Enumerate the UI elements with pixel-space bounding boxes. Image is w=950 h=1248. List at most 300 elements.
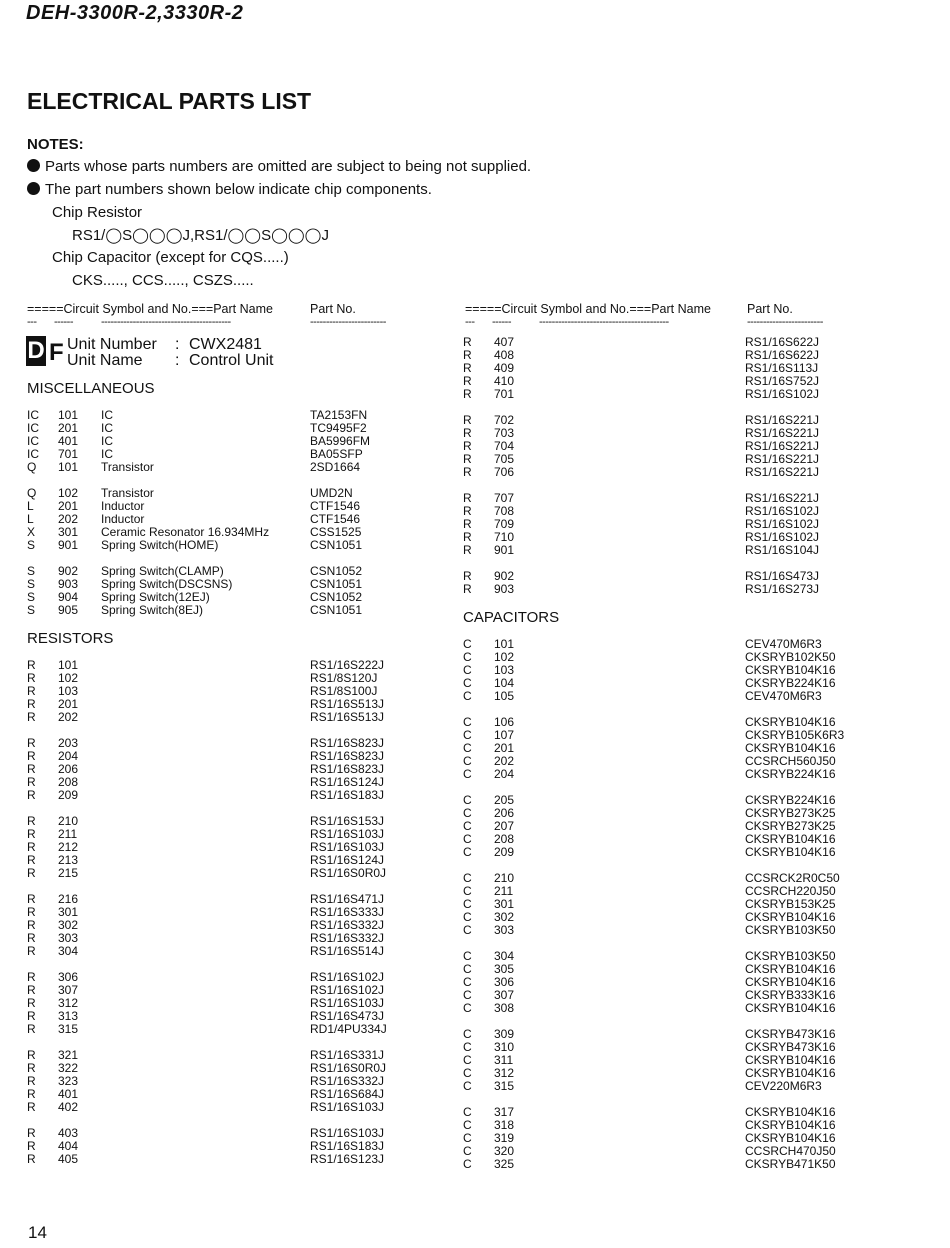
symbol-number: 705 bbox=[494, 451, 515, 466]
part-number: BA05SFP bbox=[310, 446, 363, 461]
symbol-number: 202 bbox=[494, 753, 515, 768]
symbol-number: 703 bbox=[494, 425, 515, 440]
part-number: CKSRYB102K50 bbox=[745, 649, 836, 664]
symbol-type: R bbox=[463, 529, 472, 544]
symbol-number: 315 bbox=[58, 1021, 79, 1036]
header-rule: ------ bbox=[54, 316, 73, 328]
symbol-number: 904 bbox=[58, 589, 79, 604]
bullet-icon bbox=[27, 182, 40, 195]
symbol-type: R bbox=[27, 1047, 36, 1062]
section-resistors: RESISTORS bbox=[27, 630, 114, 647]
part-number: RS1/16S103J bbox=[310, 1125, 385, 1140]
part-number: CKSRYB104K16 bbox=[745, 1130, 836, 1145]
part-number: CKSRYB224K16 bbox=[745, 675, 836, 690]
symbol-type: R bbox=[27, 826, 36, 841]
part-number: CKSRYB103K50 bbox=[745, 922, 836, 937]
symbol-number: 704 bbox=[494, 438, 515, 453]
bullet-icon bbox=[27, 159, 40, 172]
part-number: CSN1051 bbox=[310, 576, 363, 591]
part-number: RD1/4PU334J bbox=[310, 1021, 387, 1036]
part-number: RS1/16S221J bbox=[745, 464, 820, 479]
symbol-type: C bbox=[463, 961, 472, 976]
symbol-number: 301 bbox=[494, 896, 515, 911]
symbol-number: 102 bbox=[494, 649, 515, 664]
unit-number-value: CWX2481 bbox=[189, 336, 262, 353]
section-capacitors: CAPACITORS bbox=[463, 609, 560, 626]
symbol-number: 706 bbox=[494, 464, 515, 479]
symbol-type: C bbox=[463, 1000, 472, 1015]
symbol-number: 322 bbox=[58, 1060, 79, 1075]
symbol-type: R bbox=[463, 438, 472, 453]
part-number: RS1/16S513J bbox=[310, 696, 385, 711]
part-number: RS1/16S124J bbox=[310, 774, 385, 789]
part-number: RS1/16S183J bbox=[310, 787, 385, 802]
part-number: CKSRYB105K6R3 bbox=[745, 727, 845, 742]
symbol-number: 206 bbox=[58, 761, 79, 776]
part-number: RS1/16S332J bbox=[310, 1073, 385, 1088]
table-header-symbol: =====Circuit Symbol and No.===Part Name bbox=[27, 302, 273, 316]
symbol-type: C bbox=[463, 649, 472, 664]
symbol-type: R bbox=[463, 334, 472, 349]
part-number: CKSRYB104K16 bbox=[745, 740, 836, 755]
symbol-number: 209 bbox=[58, 787, 79, 802]
symbol-type: C bbox=[463, 844, 472, 859]
chip-capacitor-code: CKS....., CCS....., CSZS..... bbox=[72, 272, 254, 289]
part-number: CKSRYB104K16 bbox=[745, 714, 836, 729]
symbol-type: R bbox=[27, 683, 36, 698]
symbol-type: R bbox=[463, 542, 472, 557]
symbol-type: Q bbox=[27, 459, 37, 474]
symbol-number: 708 bbox=[494, 503, 515, 518]
symbol-type: C bbox=[463, 1052, 472, 1067]
unit-badge-d: D bbox=[27, 337, 45, 364]
symbol-number: 102 bbox=[58, 670, 79, 685]
symbol-number: 902 bbox=[494, 568, 515, 583]
symbol-number: 320 bbox=[494, 1143, 515, 1158]
symbol-type: R bbox=[27, 1138, 36, 1153]
symbol-type: R bbox=[27, 1008, 36, 1023]
symbol-type: R bbox=[27, 995, 36, 1010]
symbol-number: 312 bbox=[58, 995, 79, 1010]
note-item-2: The part numbers shown below indicate chip components. bbox=[27, 179, 432, 201]
symbol-type: R bbox=[27, 930, 36, 945]
symbol-number: 323 bbox=[58, 1073, 79, 1088]
symbol-type: C bbox=[463, 974, 472, 989]
symbol-number: 309 bbox=[494, 1026, 515, 1041]
part-number: TC9495F2 bbox=[310, 420, 367, 435]
symbol-number: 903 bbox=[494, 581, 515, 596]
symbol-number: 303 bbox=[494, 922, 515, 937]
part-number: RS1/16S222J bbox=[310, 657, 385, 672]
unit-number-label: Unit Number bbox=[67, 336, 157, 353]
symbol-type: C bbox=[463, 831, 472, 846]
symbol-number: 401 bbox=[58, 433, 79, 448]
symbol-type: R bbox=[27, 657, 36, 672]
part-number: RS1/16S823J bbox=[310, 735, 385, 750]
part-number: 2SD1664 bbox=[310, 459, 361, 474]
symbol-number: 402 bbox=[58, 1099, 79, 1114]
part-number: CKSRYB104K16 bbox=[745, 1104, 836, 1119]
symbol-number: 301 bbox=[58, 904, 79, 919]
table-header-part-no: Part No. bbox=[310, 302, 356, 316]
part-number: RS1/16S471J bbox=[310, 891, 385, 906]
symbol-type: C bbox=[463, 1156, 472, 1171]
symbol-number: 306 bbox=[58, 969, 79, 984]
symbol-number: 202 bbox=[58, 709, 79, 724]
symbol-type: C bbox=[463, 896, 472, 911]
symbol-number: 201 bbox=[58, 498, 79, 513]
part-number: RS1/16S331J bbox=[310, 1047, 385, 1062]
symbol-type: C bbox=[463, 922, 472, 937]
symbol-number: 302 bbox=[494, 909, 515, 924]
header-rule: ------------------------ bbox=[747, 316, 823, 328]
part-number: CCSRCH220J50 bbox=[745, 883, 836, 898]
symbol-type: C bbox=[463, 870, 472, 885]
part-name: IC bbox=[101, 433, 113, 448]
part-name: Spring Switch(DSCSNS) bbox=[101, 576, 233, 591]
symbol-type: IC bbox=[27, 407, 39, 422]
part-number: RS1/16S221J bbox=[745, 451, 820, 466]
symbol-type: C bbox=[463, 818, 472, 833]
part-name: IC bbox=[101, 407, 113, 422]
symbol-type: R bbox=[27, 748, 36, 763]
symbol-type: R bbox=[463, 464, 472, 479]
symbol-number: 301 bbox=[58, 524, 79, 539]
symbol-type: R bbox=[27, 1073, 36, 1088]
part-number: CSN1051 bbox=[310, 537, 363, 552]
part-number: CCSRCH560J50 bbox=[745, 753, 836, 768]
symbol-type: C bbox=[463, 987, 472, 1002]
symbol-type: R bbox=[463, 373, 472, 388]
part-number: RS1/16S102J bbox=[745, 516, 820, 531]
symbol-type: R bbox=[463, 503, 472, 518]
unit-name-label: Unit Name bbox=[67, 352, 143, 369]
symbol-number: 207 bbox=[494, 818, 515, 833]
part-number: CSN1052 bbox=[310, 589, 363, 604]
symbol-type: R bbox=[463, 490, 472, 505]
symbol-type: C bbox=[463, 636, 472, 651]
part-number: RS1/16S273J bbox=[745, 581, 820, 596]
symbol-type: R bbox=[27, 1021, 36, 1036]
symbol-type: C bbox=[463, 662, 472, 677]
symbol-number: 213 bbox=[58, 852, 79, 867]
part-number: RS1/16S332J bbox=[310, 930, 385, 945]
part-number: RS1/16S102J bbox=[310, 982, 385, 997]
header-rule: ------------------------ bbox=[310, 316, 386, 328]
part-number: CKSRYB273K25 bbox=[745, 805, 836, 820]
symbol-number: 407 bbox=[494, 334, 515, 349]
symbol-number: 204 bbox=[58, 748, 79, 763]
symbol-number: 201 bbox=[494, 740, 515, 755]
symbol-number: 303 bbox=[58, 930, 79, 945]
symbol-type: R bbox=[27, 696, 36, 711]
symbol-number: 101 bbox=[58, 657, 79, 672]
part-number: RS1/16S183J bbox=[310, 1138, 385, 1153]
chip-capacitor-label: Chip Capacitor (except for CQS.....) bbox=[52, 249, 289, 266]
symbol-number: 710 bbox=[494, 529, 515, 544]
part-number: CCSRCK2R0C50 bbox=[745, 870, 840, 885]
part-name: Spring Switch(HOME) bbox=[101, 537, 219, 552]
symbol-type: C bbox=[463, 766, 472, 781]
symbol-number: 318 bbox=[494, 1117, 515, 1132]
part-number: RS1/16S124J bbox=[310, 852, 385, 867]
part-number: RS1/16S221J bbox=[745, 490, 820, 505]
symbol-type: R bbox=[27, 865, 36, 880]
part-number: RS1/16S221J bbox=[745, 438, 820, 453]
symbol-number: 315 bbox=[494, 1078, 515, 1093]
symbol-number: 319 bbox=[494, 1130, 515, 1145]
part-number: CSN1051 bbox=[310, 602, 363, 617]
symbol-number: 205 bbox=[494, 792, 515, 807]
header-rule: --- bbox=[465, 316, 475, 328]
symbol-number: 304 bbox=[58, 943, 79, 958]
symbol-type: S bbox=[27, 563, 36, 578]
symbol-number: 701 bbox=[494, 386, 515, 401]
chip-resistor-label: Chip Resistor bbox=[52, 204, 143, 221]
symbol-number: 701 bbox=[58, 446, 79, 461]
page-number: 14 bbox=[28, 1223, 47, 1242]
symbol-type: C bbox=[463, 1065, 472, 1080]
symbol-number: 702 bbox=[494, 412, 515, 427]
symbol-number: 901 bbox=[58, 537, 79, 552]
symbol-type: R bbox=[463, 347, 472, 362]
symbol-type: IC bbox=[27, 433, 39, 448]
symbol-number: 101 bbox=[58, 459, 79, 474]
part-number: RS1/16S0R0J bbox=[310, 865, 387, 880]
symbol-number: 305 bbox=[494, 961, 515, 976]
chip-resistor-code: RS1/◯S◯◯◯J,RS1/◯◯S◯◯◯J bbox=[72, 227, 329, 244]
part-number: TA2153FN bbox=[310, 407, 368, 422]
symbol-number: 104 bbox=[494, 675, 515, 690]
symbol-type: R bbox=[27, 839, 36, 854]
part-number: RS1/16S102J bbox=[745, 386, 820, 401]
symbol-type: R bbox=[463, 581, 472, 596]
symbol-number: 216 bbox=[58, 891, 79, 906]
symbol-type: R bbox=[27, 670, 36, 685]
symbol-type: R bbox=[27, 917, 36, 932]
symbol-type: C bbox=[463, 675, 472, 690]
symbol-type: R bbox=[463, 568, 472, 583]
model-header: DEH-3300R-2,3330R-2 bbox=[26, 2, 244, 24]
symbol-type: R bbox=[27, 1125, 36, 1140]
symbol-type: R bbox=[27, 813, 36, 828]
symbol-number: 905 bbox=[58, 602, 79, 617]
symbol-type: R bbox=[463, 360, 472, 375]
part-number: BA5996FM bbox=[310, 433, 371, 448]
symbol-number: 311 bbox=[494, 1052, 514, 1067]
part-number: RS1/16S513J bbox=[310, 709, 385, 724]
symbol-type: C bbox=[463, 805, 472, 820]
table-header-part-no: Part No. bbox=[747, 302, 793, 316]
symbol-number: 405 bbox=[58, 1151, 79, 1166]
symbol-number: 302 bbox=[58, 917, 79, 932]
symbol-type: C bbox=[463, 1117, 472, 1132]
note-item-1: Parts whose parts numbers are omitted are subject to being not supplied. bbox=[27, 156, 531, 178]
symbol-type: R bbox=[463, 425, 472, 440]
symbol-type: R bbox=[27, 982, 36, 997]
part-name: IC bbox=[101, 446, 113, 461]
part-number: RS1/16S123J bbox=[310, 1151, 385, 1166]
part-number: CSN1052 bbox=[310, 563, 363, 578]
part-number: CKSRYB153K25 bbox=[745, 896, 836, 911]
part-number: CKSRYB104K16 bbox=[745, 1000, 836, 1015]
part-number: UMD2N bbox=[310, 485, 353, 500]
part-number: RS1/16S473J bbox=[310, 1008, 385, 1023]
part-name: IC bbox=[101, 420, 113, 435]
symbol-number: 317 bbox=[494, 1104, 515, 1119]
symbol-type: C bbox=[463, 1078, 472, 1093]
symbol-number: 310 bbox=[494, 1039, 515, 1054]
part-number: CKSRYB104K16 bbox=[745, 662, 836, 677]
symbol-number: 321 bbox=[58, 1047, 79, 1062]
part-number: CKSRYB104K16 bbox=[745, 1117, 836, 1132]
part-number: CKSRYB104K16 bbox=[745, 1052, 836, 1067]
symbol-type: R bbox=[27, 709, 36, 724]
symbol-number: 201 bbox=[58, 420, 79, 435]
part-number: RS1/16S102J bbox=[745, 503, 820, 518]
symbol-type: S bbox=[27, 576, 36, 591]
part-number: CTF1546 bbox=[310, 498, 361, 513]
symbol-number: 707 bbox=[494, 490, 515, 505]
symbol-number: 325 bbox=[494, 1156, 515, 1171]
part-number: RS1/8S100J bbox=[310, 683, 378, 698]
symbol-number: 409 bbox=[494, 360, 515, 375]
symbol-type: R bbox=[463, 516, 472, 531]
symbol-number: 307 bbox=[58, 982, 79, 997]
part-name: Spring Switch(8EJ) bbox=[101, 602, 204, 617]
symbol-number: 211 bbox=[494, 883, 514, 898]
symbol-type: L bbox=[27, 498, 34, 513]
symbol-number: 208 bbox=[494, 831, 515, 846]
symbol-number: 304 bbox=[494, 948, 515, 963]
part-number: CKSRYB333K16 bbox=[745, 987, 836, 1002]
part-number: CKSRYB473K16 bbox=[745, 1039, 836, 1054]
symbol-number: 308 bbox=[494, 1000, 515, 1015]
part-number: CKSRYB224K16 bbox=[745, 766, 836, 781]
symbol-number: 408 bbox=[494, 347, 515, 362]
symbol-number: 306 bbox=[494, 974, 515, 989]
part-number: RS1/16S113J bbox=[745, 360, 819, 375]
part-number: RS1/16S103J bbox=[310, 839, 385, 854]
symbol-number: 210 bbox=[494, 870, 515, 885]
symbol-type: R bbox=[27, 761, 36, 776]
symbol-number: 103 bbox=[58, 683, 79, 698]
part-number: RS1/16S514J bbox=[310, 943, 385, 958]
symbol-number: 101 bbox=[58, 407, 79, 422]
symbol-type: S bbox=[27, 602, 36, 617]
part-number: RS1/16S622J bbox=[745, 347, 820, 362]
symbol-number: 102 bbox=[58, 485, 79, 500]
symbol-number: 103 bbox=[494, 662, 515, 677]
part-number: CEV220M6R3 bbox=[745, 1078, 822, 1093]
part-number: RS1/16S103J bbox=[310, 995, 385, 1010]
page-title: ELECTRICAL PARTS LIST bbox=[27, 88, 312, 114]
symbol-type: C bbox=[463, 1143, 472, 1158]
symbol-type: R bbox=[27, 1151, 36, 1166]
symbol-type: C bbox=[463, 1026, 472, 1041]
part-number: CKSRYB104K16 bbox=[745, 974, 836, 989]
symbol-type: X bbox=[27, 524, 36, 539]
part-number: CKSRYB224K16 bbox=[745, 792, 836, 807]
symbol-number: 208 bbox=[58, 774, 79, 789]
part-number: CTF1546 bbox=[310, 511, 361, 526]
part-number: RS1/16S153J bbox=[310, 813, 385, 828]
part-number: RS1/16S622J bbox=[745, 334, 820, 349]
notes-heading: NOTES: bbox=[27, 136, 84, 153]
part-name: Spring Switch(12EJ) bbox=[101, 589, 210, 604]
symbol-type: C bbox=[463, 909, 472, 924]
part-number: CKSRYB104K16 bbox=[745, 831, 836, 846]
part-name: Inductor bbox=[101, 498, 145, 513]
part-number: CSS1525 bbox=[310, 524, 362, 539]
symbol-type: C bbox=[463, 1104, 472, 1119]
symbol-number: 206 bbox=[494, 805, 515, 820]
symbol-number: 204 bbox=[494, 766, 515, 781]
symbol-number: 215 bbox=[58, 865, 79, 880]
table-header-symbol: =====Circuit Symbol and No.===Part Name bbox=[465, 302, 711, 316]
symbol-type: R bbox=[27, 969, 36, 984]
symbol-type: C bbox=[463, 753, 472, 768]
symbol-type: C bbox=[463, 727, 472, 742]
symbol-type: R bbox=[27, 787, 36, 802]
part-number: RS1/16S684J bbox=[310, 1086, 385, 1101]
symbol-number: 709 bbox=[494, 516, 515, 531]
symbol-number: 210 bbox=[58, 813, 79, 828]
symbol-number: 201 bbox=[58, 696, 79, 711]
part-number: CKSRYB104K16 bbox=[745, 1065, 836, 1080]
part-number: CKSRYB473K16 bbox=[745, 1026, 836, 1041]
symbol-type: R bbox=[27, 1099, 36, 1114]
symbol-number: 403 bbox=[58, 1125, 79, 1140]
symbol-number: 903 bbox=[58, 576, 79, 591]
unit-number-colon: : bbox=[175, 336, 180, 353]
unit-badge-f: F bbox=[49, 339, 64, 366]
header-rule: ----------------------------------------- bbox=[539, 316, 669, 328]
symbol-type: Q bbox=[27, 485, 37, 500]
part-name: Transistor bbox=[101, 485, 154, 500]
symbol-number: 410 bbox=[494, 373, 515, 388]
part-number: CKSRYB273K25 bbox=[745, 818, 836, 833]
symbol-number: 404 bbox=[58, 1138, 79, 1153]
symbol-type: C bbox=[463, 714, 472, 729]
symbol-type: C bbox=[463, 792, 472, 807]
part-number: CKSRYB471K50 bbox=[745, 1156, 836, 1171]
symbol-type: C bbox=[463, 688, 472, 703]
symbol-type: R bbox=[27, 891, 36, 906]
part-number: RS1/16S823J bbox=[310, 748, 385, 763]
symbol-number: 901 bbox=[494, 542, 515, 557]
part-number: CKSRYB103K50 bbox=[745, 948, 836, 963]
symbol-type: R bbox=[27, 943, 36, 958]
part-number: RS1/16S752J bbox=[745, 373, 820, 388]
symbol-type: R bbox=[463, 451, 472, 466]
part-number: CEV470M6R3 bbox=[745, 688, 822, 703]
symbol-type: R bbox=[27, 904, 36, 919]
symbol-number: 902 bbox=[58, 563, 79, 578]
symbol-type: C bbox=[463, 740, 472, 755]
symbol-type: C bbox=[463, 883, 472, 898]
symbol-type: R bbox=[27, 735, 36, 750]
symbol-number: 312 bbox=[494, 1065, 515, 1080]
symbol-number: 313 bbox=[58, 1008, 79, 1023]
part-number: RS1/16S221J bbox=[745, 412, 820, 427]
symbol-number: 101 bbox=[494, 636, 515, 651]
part-number: RS1/16S221J bbox=[745, 425, 820, 440]
symbol-number: 212 bbox=[58, 839, 79, 854]
section-miscellaneous: MISCELLANEOUS bbox=[27, 380, 155, 397]
symbol-type: R bbox=[27, 1086, 36, 1101]
header-rule: ----------------------------------------- bbox=[101, 316, 231, 328]
